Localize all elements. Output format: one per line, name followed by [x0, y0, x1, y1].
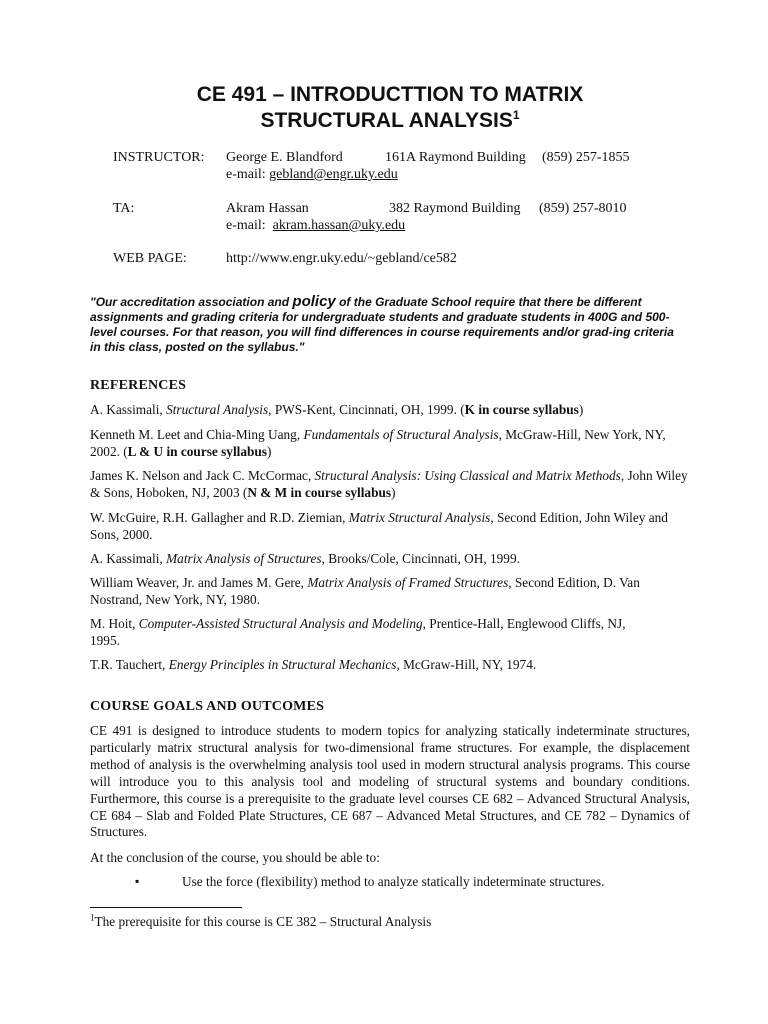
- web-page-label: WEB PAGE:: [113, 251, 187, 266]
- instructor-email-label: e-mail:: [226, 167, 266, 182]
- reference-publisher: , Prentice-Hall, Englewood Cliffs, NJ, 1995.: [90, 616, 626, 648]
- reference-title: Matrix Analysis of Framed Structures: [307, 575, 509, 590]
- reference-item: [90, 574, 690, 608]
- document-title-line-2: [90, 108, 690, 134]
- reference-title: Matrix Analysis of Structures: [166, 551, 322, 566]
- reference-title: Fundamentals of Structural Analysis: [303, 427, 499, 442]
- accreditation-quote: [90, 294, 680, 355]
- conclusion-sentence: At the conclusion of the course, you should be able to:: [90, 850, 380, 865]
- course-goals-heading: COURSE GOALS AND OUTCOMES: [90, 699, 325, 714]
- reference-item: [90, 615, 650, 649]
- quote-text-after: of the Graduate School require that there be different assignments and grading criteria for undergraduate students and graduate students in 400G and 500-level courses. For that reason, you will find differences in course requirements and/or grad-ing criteria in this class, posted on the syllabus.": [90, 295, 674, 354]
- instructor-label: INSTRUCTOR:: [113, 150, 205, 165]
- instructor-phone: (859) 257-1855: [542, 150, 630, 165]
- reference-authors: M. Hoit,: [90, 616, 139, 631]
- footnote-divider: [90, 907, 242, 908]
- reference-item: [90, 401, 690, 418]
- reference-item: [90, 656, 690, 673]
- instructor-name: George E. Blandford: [226, 150, 343, 165]
- footnote: [90, 913, 431, 930]
- reference-authors: A. Kassimali,: [90, 551, 167, 566]
- reference-publisher: , McGraw-Hill, New York, NY, 2002. (: [90, 427, 666, 459]
- reference-publisher: , Second Edition, John Wiley and Sons, 2000.: [90, 510, 668, 542]
- reference-close: ): [391, 485, 396, 500]
- ta-office: 382 Raymond Building: [389, 201, 521, 216]
- reference-publisher: , John Wiley & Sons, Hoboken, NJ, 2003 (: [90, 468, 688, 500]
- reference-authors: T.R. Tauchert,: [90, 657, 169, 672]
- reference-authors: Kenneth M. Leet and Chia-Ming Uang,: [90, 427, 304, 442]
- quote-policy-word: policy: [292, 293, 336, 310]
- reference-title: Computer-Assisted Structural Analysis and Modeling: [138, 616, 423, 631]
- ta-phone: (859) 257-8010: [539, 201, 627, 216]
- reference-publisher: , Brooks/Cole, Cincinnati, OH, 1999.: [321, 551, 520, 566]
- reference-syllabus-note: L & U in course syllabus: [127, 444, 267, 459]
- instructor-office: 161A Raymond Building: [385, 150, 526, 165]
- reference-authors: James K. Nelson and Jack C. McCormac,: [90, 468, 315, 483]
- reference-item: [90, 509, 690, 543]
- reference-title: Structural Analysis: Using Classical and Matrix Methods: [314, 468, 621, 483]
- reference-close: ): [266, 444, 272, 459]
- document-title-line-1: CE 491 – INTRODUCTTION TO MATRIX: [196, 83, 584, 106]
- reference-item: [90, 467, 690, 501]
- footnote-mark: 1: [90, 912, 95, 923]
- footnote-text: The prerequisite for this course is CE 382 – Structural Analysis: [94, 914, 432, 929]
- ta-email-row: [226, 217, 405, 234]
- ta-label: TA:: [113, 201, 135, 216]
- ta-email-link[interactable]: akram.hassan@uky.edu: [272, 218, 406, 233]
- web-page-url[interactable]: http://www.engr.uky.edu/~gebland/ce582: [226, 251, 457, 266]
- bullet-icon: ▪: [135, 874, 140, 888]
- reference-item: [90, 426, 690, 460]
- reference-title: Energy Principles in Structural Mechanics: [168, 657, 397, 672]
- reference-authors: A. Kassimali,: [90, 402, 167, 417]
- reference-publisher: , Second Edition, D. Van Nostrand, New York, NY, 1980.: [90, 575, 640, 607]
- reference-publisher: , PWS-Kent, Cincinnati, OH, 1999. (: [268, 402, 465, 417]
- reference-title: Matrix Structural Analysis: [348, 510, 491, 525]
- ta-email-label: e-mail:: [226, 218, 266, 233]
- reference-title: Structural Analysis: [166, 402, 269, 417]
- ta-name: Akram Hassan: [226, 201, 309, 216]
- instructor-email-link[interactable]: gebland@engr.uky.edu: [269, 167, 398, 182]
- reference-syllabus-note: K in course syllabus: [464, 402, 579, 417]
- reference-item: [90, 550, 690, 567]
- reference-authors: William Weaver, Jr. and James M. Gere,: [90, 575, 308, 590]
- quote-text-before: "Our accreditation association and: [90, 295, 293, 309]
- title-footnote-mark: 1: [512, 108, 520, 122]
- references-heading: REFERENCES: [90, 378, 187, 393]
- reference-authors: W. McGuire, R.H. Gallagher and R.D. Ziemian,: [90, 510, 349, 525]
- course-goals-paragraph: CE 491 is designed to introduce students to modern topics for analyzing statically indeterminate structures, particularly matrix structural analysis for two-dimensional frame structures. For example, the displacement method of analysis is the overwhelming analysis tool used in modern structural analysis programs. This course will introduce you to this analysis tool and modeling of structural systems and boundary conditions. Furthermore, this course is a prerequisite to the graduate level courses CE 682 – Advanced Structural Analysis, CE 684 – Slab and Folded Plate Structures, CE 687 – Advanced Metal Structures, and CE 782 – Dynamics of Structures.: [90, 723, 690, 840]
- reference-publisher: , McGraw-Hill, NY, 1974.: [396, 657, 537, 672]
- reference-syllabus-note: N & M in course syllabus: [247, 485, 392, 500]
- document-title-text: STRUCTURAL ANALYSIS: [260, 109, 513, 132]
- outcome-list-item: Use the force (flexibility) method to analyze statically indeterminate structures.: [182, 874, 605, 889]
- reference-close: ): [578, 402, 584, 417]
- instructor-email-row: [226, 166, 398, 183]
